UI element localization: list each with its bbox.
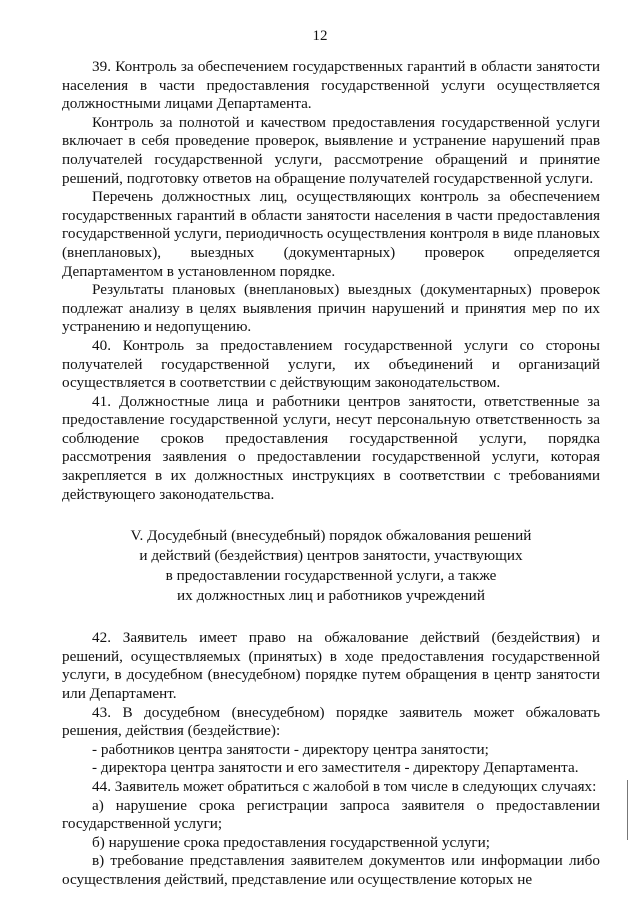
paragraph-inspection-results: Результаты плановых (внеплановых) выездных (документарных) проверок подлежат анализу в целях выявления причин нарушений и принятия мер по их устранению и недопущению. [62,281,600,336]
section-heading-line: их должностных лиц и работников учреждений [177,587,485,605]
list-item: б) нарушение срока предоставления государственной услуги; [92,833,490,851]
paragraph-43: 43. В досудебном (внесудебном) порядке заявитель может обжаловать решения, действия (бездействие): [62,703,600,740]
list-item: - директора центра занятости и его заместителя - директору Департамента. [92,759,579,777]
scan-edge-mark [627,780,628,840]
paragraph-officials-list: Перечень должностных лиц, осуществляющих контроль за обеспечением государственных гарантий в области занятости населения в части предоставления государственной услуги, периодичность осуществления контроля в виде плановых (внеплановых), выездных (документарных) проверок определяется Департаментом в установленном порядке. [62,188,600,280]
section-heading [62,526,600,606]
paragraph-39: 39. Контроль за обеспечением государственных гарантий в области занятости населения в части предоставления государственной услуги осуществляется должностными лицами Департамента. [62,58,600,113]
section-heading-line: V. Досудебный (внесудебный) порядок обжалования решений [130,527,532,545]
section-heading-line: в предоставлении государственной услуги, а также [165,567,497,585]
paragraph-41: 41. Должностные лица и работники центров занятости, ответственные за предоставление государственной услуги, несут персональную ответственность за соблюдение сроков предоставления государственной услуги, порядка рассмотрения заявления о предоставлении государственной услуги, которая закрепляется в их должностных инструкциях в соответствии с требованиями действующего законодательства. [62,392,600,503]
paragraph-44: 44. Заявитель может обратиться с жалобой в том числе в следующих случаях: [92,778,597,795]
list-item: - работников центра занятости - директору центра занятости; [92,740,489,758]
list-item: в) требование представления заявителем документов или информации либо осуществления действий, представление или осуществление которых не [62,852,600,888]
document-body [62,58,600,890]
paragraph-42: 42. Заявитель имеет право на обжалование действий (бездействия) и решений, осуществляемых (принятых) в ходе предоставления государственной услуги, в досудебном (внесудебном) порядке путем обращения в центр занятости или Департамент. [62,629,600,703]
section-heading-line: и действий (бездействия) центров занятости, участвующих [139,547,523,565]
list-item: а) нарушение срока регистрации запроса заявителя о предоставлении государственной услуги; [62,796,600,833]
page-number: 12 [312,28,328,44]
paragraph-40: 40. Контроль за предоставлением государственной услуги со стороны получателей государственной услуги, их объединений и организаций осуществляется в соответствии с действующим законодательством. [62,336,600,392]
paragraph-control-scope: Контроль за полнотой и качеством предоставления государственной услуги включает в себя проведение проверок, выявление и устранение нарушений прав получателей государственной услуги, рассмотрение обращений и принятие решений, подготовку ответов на обращение получателей государственной услуги. [62,113,600,187]
